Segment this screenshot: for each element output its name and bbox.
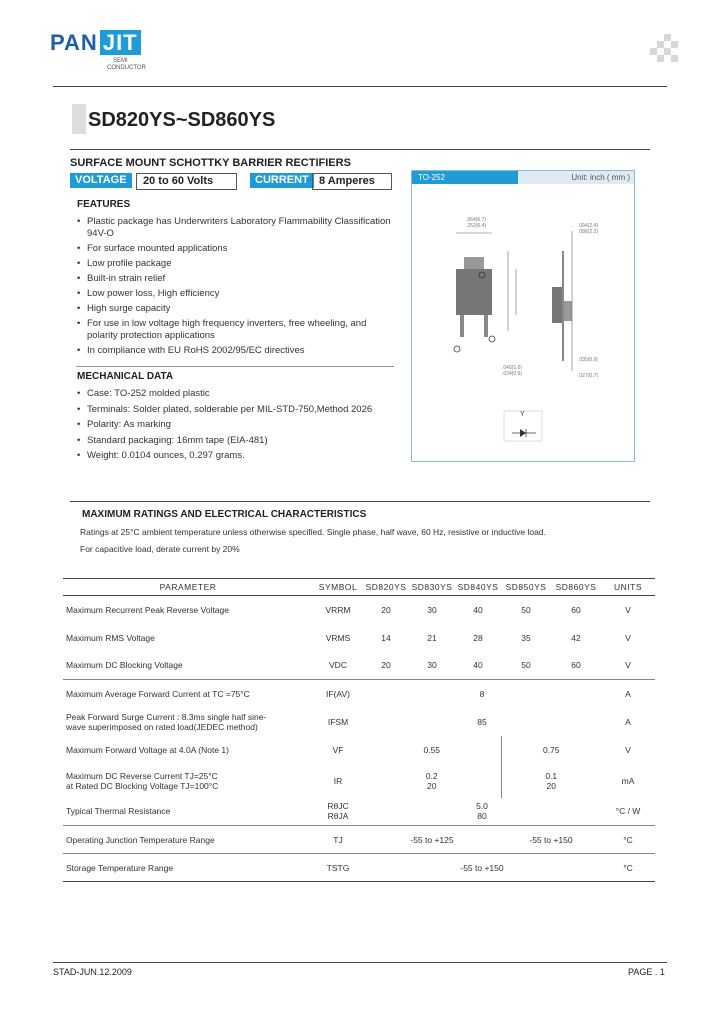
svg-text:.094(2.4): .094(2.4)	[578, 223, 599, 229]
current-label: CURRENT	[250, 173, 314, 188]
ratings-rule	[70, 501, 650, 502]
list-item: • Weight: 0.0104 ounces, 0.297 grams.	[77, 450, 407, 462]
max-ratings-heading: MAXIMUM RATINGS AND ELECTRICAL CHARACTERISTICS	[82, 509, 367, 520]
ratings-table	[63, 578, 655, 882]
table-row: Maximum RMS Voltage VRMS 14 21 28 35 42 V	[66, 632, 631, 643]
svg-text:.027(0.7): .027(0.7)	[578, 373, 599, 379]
logo-subtitle: SEMI CONDUCTOR	[107, 58, 146, 71]
features-heading: FEATURES	[77, 199, 131, 210]
features-rule	[76, 366, 394, 367]
schematic-label: Y	[520, 411, 525, 418]
list-item: • High surge capacity	[77, 303, 397, 315]
table-row: Storage Temperature Range TSTG -55 to +150 °C	[63, 854, 655, 882]
svg-text:.086(2.2): .086(2.2)	[578, 229, 599, 235]
package-name: TO-252	[412, 171, 518, 184]
footer-rule	[53, 962, 667, 963]
footer-date: STAD-JUN.12.2009	[53, 967, 132, 977]
footer-page: PAGE . 1	[628, 967, 665, 977]
list-item: • In compliance with EU RoHS 2002/95/EC directives	[77, 345, 397, 357]
list-item: • Plastic package has Underwriters Laboratory Flammability Classification 94V-O	[77, 216, 397, 240]
table-row: Maximum Forward Voltage at 4.0A (Note 1) VF 0.55 0.75 V	[63, 736, 655, 764]
col-sd820ys: SD820YS	[363, 579, 409, 596]
col-sd830ys: SD830YS	[409, 579, 455, 596]
list-item: • For surface mounted applications	[77, 243, 397, 255]
features-list	[77, 216, 397, 357]
col-parameter: PARAMETER	[63, 579, 313, 596]
list-item: • Polarity: As marking	[77, 419, 407, 431]
list-item: • Built-in strain relief	[77, 273, 397, 285]
mechanical-heading: MECHANICAL DATA	[77, 371, 174, 382]
table-row: Maximum Average Forward Current at TC =75°C IF(AV) 8 A	[63, 680, 655, 708]
svg-text:.024(0.6): .024(0.6)	[502, 371, 523, 377]
voltage-value: 20 to 60 Volts	[136, 173, 237, 190]
panjit-logo: PAN JIT	[50, 30, 141, 56]
col-sd860ys: SD860YS	[551, 579, 601, 596]
title-accent	[72, 104, 86, 134]
mechanical-list	[77, 388, 407, 462]
title-rule	[70, 149, 650, 150]
ratings-note: Ratings at 25°C ambient temperature unless otherwise specified. Single phase, half wave, 60 Hz, resistive or inductive load.	[80, 527, 546, 537]
package-drawing	[411, 170, 635, 462]
table-header-row	[63, 579, 655, 596]
svg-text:.040(1.0): .040(1.0)	[502, 365, 523, 371]
table-row: Typical Thermal Resistance RθJC RθJA 5.0 80 °C / W	[66, 801, 641, 822]
list-item: • Case: TO-252 molded plastic	[77, 388, 407, 400]
table-row: Maximum DC Blocking Voltage VDC 20 30 40 50 60 V	[66, 660, 631, 671]
package-unit: Unit: inch ( mm )	[518, 171, 634, 184]
col-units: UNITS	[601, 579, 655, 596]
header-rule	[53, 86, 667, 87]
col-symbol: SYMBOL	[313, 579, 363, 596]
list-item: • Low profile package	[77, 258, 397, 270]
list-item: • Terminals: Solder plated, solderable per MIL-STD-750,Method 2026	[77, 404, 407, 416]
page-title: SD820YS~SD860YS	[88, 109, 276, 131]
svg-text:.035(0.9): .035(0.9)	[578, 357, 599, 363]
svg-text:.252(6.4): .252(6.4)	[466, 223, 487, 229]
capacitive-note: For capacitive load, derate current by 20%	[80, 544, 240, 554]
list-item: • Standard packaging: 16mm tape (EIA-481)	[77, 435, 407, 447]
svg-text:.264(6.7): .264(6.7)	[466, 217, 487, 223]
list-item: • Low power loss, High efficiency	[77, 288, 397, 300]
decorative-squares	[650, 34, 680, 64]
table-row: Peak Forward Surge Current : 8.3ms single half sine- wave superimposed on rated load(JEDEC method) IFSM 85 A	[66, 711, 631, 732]
list-item: • For use in low voltage high frequency inverters, free wheeling, and polarity protection applications	[77, 318, 397, 342]
table-row: Operating Junction Temperature Range TJ -55 to +125 -55 to +150 °C	[63, 826, 655, 854]
product-subtitle: SURFACE MOUNT SCHOTTKY BARRIER RECTIFIERS	[70, 157, 351, 169]
col-sd850ys: SD850YS	[501, 579, 551, 596]
current-value: 8 Amperes	[312, 173, 392, 190]
table-row: Maximum Recurrent Peak Reverse Voltage VRRM 20 30 40 50 60 V	[66, 604, 631, 615]
col-sd840ys: SD840YS	[455, 579, 501, 596]
voltage-label: VOLTAGE	[70, 173, 132, 188]
table-row: Maximum DC Reverse Current TJ=25°C at Rated DC Blocking Voltage TJ=100°C IR 0.2 20 0.1 20 mA	[63, 764, 655, 798]
